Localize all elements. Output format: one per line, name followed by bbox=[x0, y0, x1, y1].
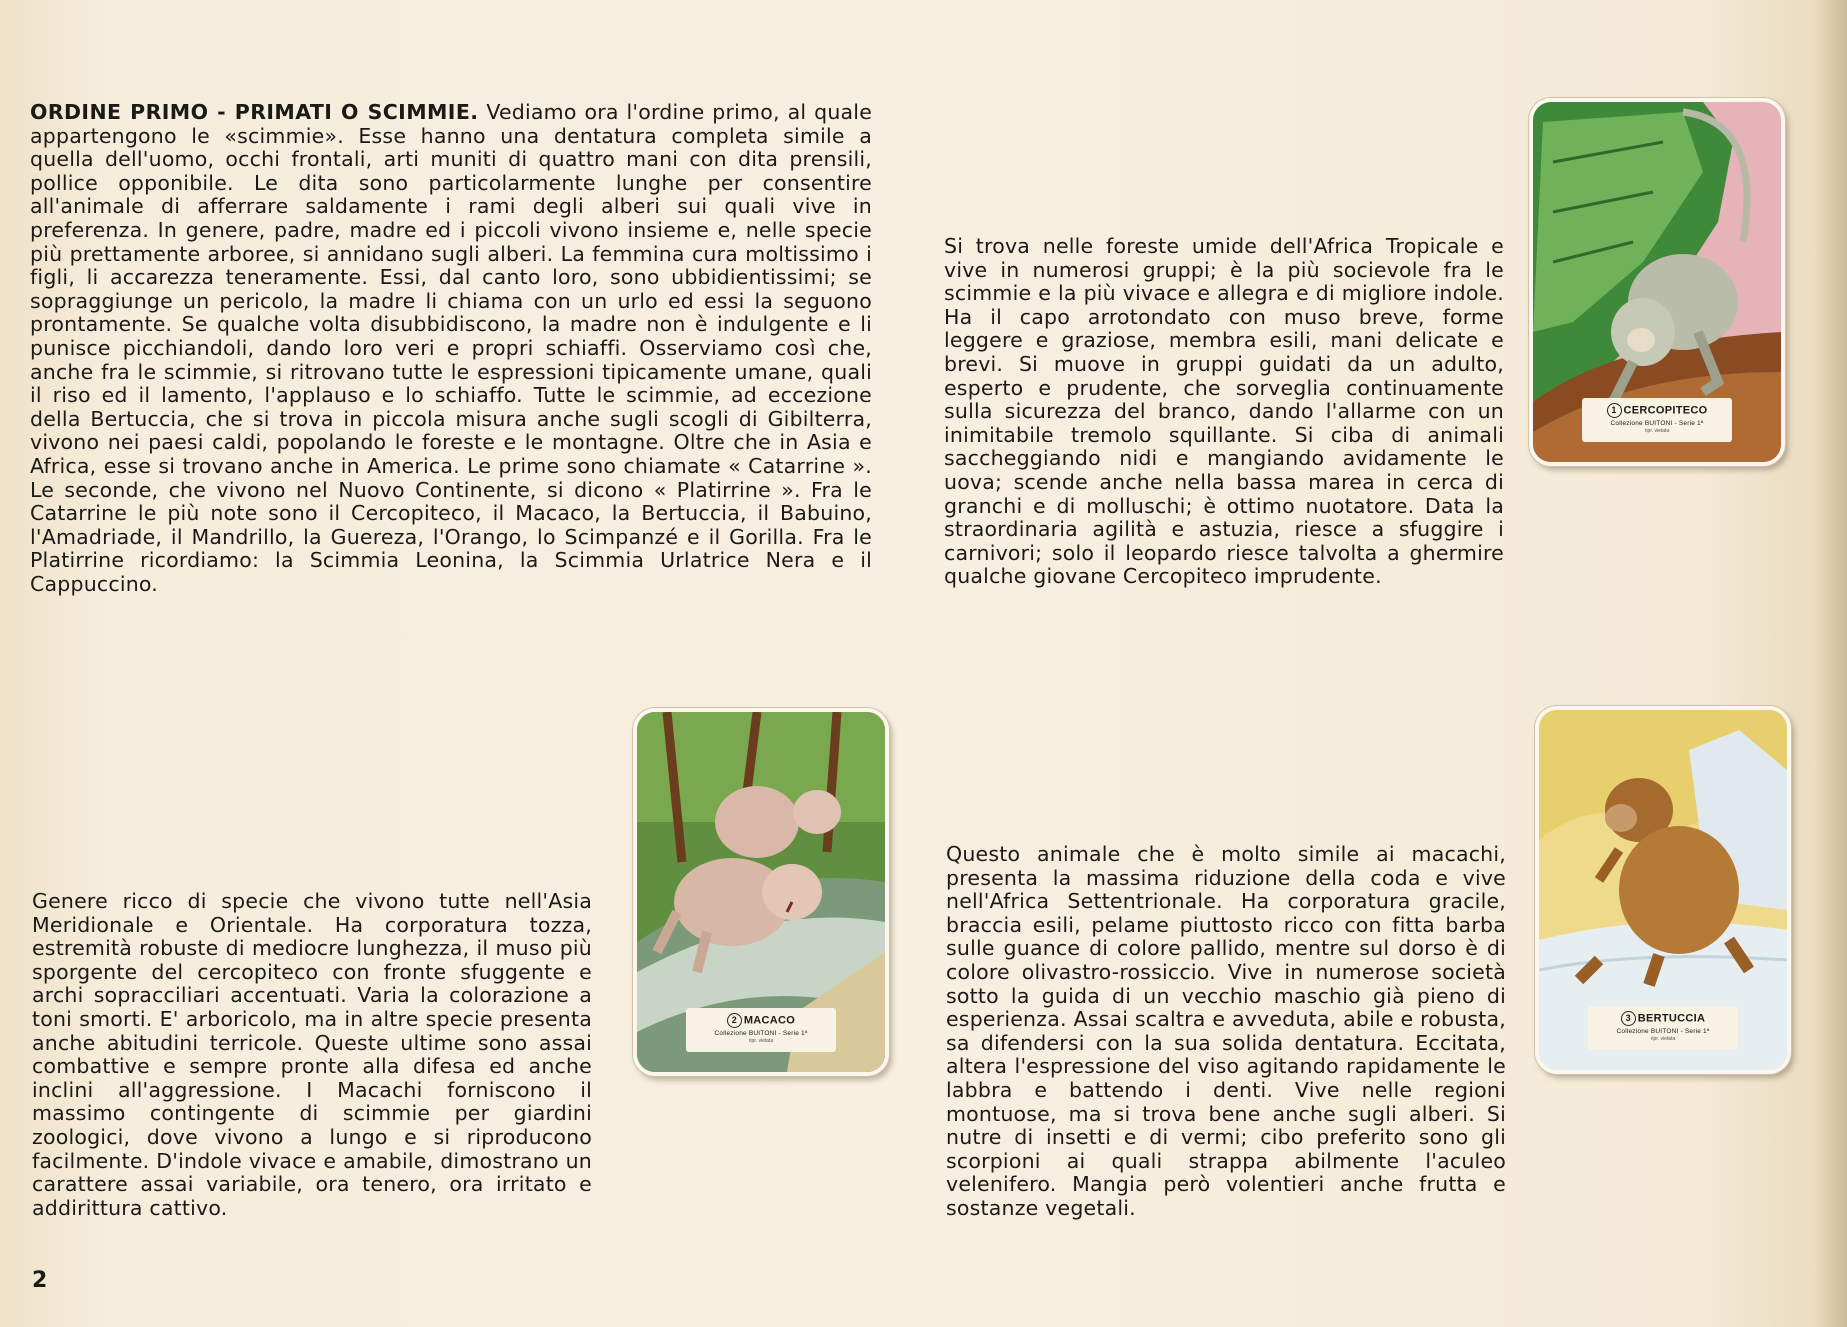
card-bertuccia bbox=[1535, 706, 1791, 1074]
cercopiteco-paragraph: Si trova nelle foreste umide dell'Africa Tropicale e vive in numerosi gruppi; è la più socievole fra le scimmie e la più vivace e allegra e di migliore indole. Ha il capo arrotondato con muso breve, forme leggere e graziose, membra esili, mani delicate e brevi. Si muove in gruppi guidati da un adulto, esperto e prudente, che sorveglia continuamente sulla sicurezza del branco, dando l'allarme con un inimitabile tremolo squillante. Si ciba di animali saccheggiando nidi e mangiando avidamente le uova; scende anche nella bassa marea in cerca di granchi e di molluschi; è ottimo nuotatore. Data la straordinaria agilità e astuzia, riesce a sfuggire i carnivori; solo il leopardo riesce talvolta a ghermire qualche giovane Cercopiteco imprudente. bbox=[944, 234, 1504, 589]
card-rights: ripr. vietata bbox=[1650, 1036, 1676, 1042]
macaco-paragraph: Genere ricco di specie che vivono tutte nell'Asia Meridionale e Orientale. Ha corporatura tozza, estremità robuste di mediocre lunghezza, il muso più sporgente del cercopiteco con fronte sfuggente e archi sopracciliari accentuati. Varia la colorazione a toni smorti. E' arboricolo, ma in altre specie presenta anche abitudini terricole. Queste ultime sono assai combattive e sempre pronte alla difesa ed anche inclini all'aggressione. I Macachi forniscono il massimo contingente di scimmie per giardini zoologici, dove vivono a lungo e si riproducono facilmente. D'indole vivace e amabile, dimostrano un carattere assai variabile, ora tenero, ora irritato e addirittura cattivo. bbox=[32, 889, 592, 1220]
section-heading: ORDINE PRIMO - PRIMATI O SCIMMIE. bbox=[30, 100, 479, 124]
card-collection: Collezione BUITONI - Serie 1ª bbox=[1616, 1028, 1710, 1035]
intro-paragraph bbox=[30, 101, 872, 596]
card-rights: ripr. vietata bbox=[1644, 428, 1670, 434]
card-label bbox=[1588, 1006, 1738, 1050]
card-number: 3 bbox=[1621, 1011, 1636, 1026]
intro-text: Vediamo ora l'ordine primo, al quale appartengono le «scimmie». Esse hanno una dentatura completa simile a quella dell'uomo, occhi frontali, arti muniti di quattro mani con dita prensili, pollice opponibile. Le dita sono particolarmente lunghe per consentire all'animale di afferrare saldamente i rami degli alberi sui quali vive in preferenza. In genere, padre, madre ed i piccoli vivono insieme e, nelle specie più prettamente arboree, si annidano sugli alberi. La femmina cura moltissimo i figli, li accarezza teneramente. Essi, dal canto loro, sono ubbidientissimi; se sopraggiunge un pericolo, la madre li chiama con un urlo ed essi la seguono prontamente. Se qualche volta disubbidiscono, la madre non è indulgente e li punisce picchiandoli, dando loro veri e propri schiaffi. Osserviamo così che, anche fra le scimmie, si ritrovano tutte le espressioni tipicamente umane, quali il riso ed il lamento, l'applauso e lo schiaffo. Tutte le scimmie, ad eccezione della Bertuccia, che si trova in piccola misura anche sugli scogli di Gibilterra, vivono nei paesi caldi, popolando le foreste e le montagne. Oltre che in Asia e Africa, esse si trovano anche in America. Le prime sono chiamate « Catarrine ». Le seconde, che vivono nel Nuovo Continente, si dicono « Platirrine ». Fra le Catarrine le più note sono il Cercopiteco, il Macaco, la Bertuccia, il Babuino, l'Amadriade, il Mandrillo, la Guereza, l'Orango, lo Scimpanzé e il Gorilla. Fra le Platirrine ricordiamo: la Scimmia Leonina, la Scimmia Urlatrice Nera e il Cappuccino. bbox=[30, 100, 873, 596]
card-number: 1 bbox=[1607, 403, 1622, 418]
bertuccia-paragraph: Questo animale che è molto simile ai macachi, presenta la massima riduzione della coda e vive nell'Africa Settentrionale. Ha corporatura gracile, braccia esili, pelame piuttosto ricco con fitta barba sulle guance di colore pallido, mentre sul dorso è di colore olivastro-rossiccio. Vive in numerose società sotto la guida di un vecchio maschio già pieno di esperienza. Assai scaltra e avveduta, abile e robusta, sa difendersi con la sua solida dentatura. Eccitata, altera l'espressione del viso agitando rapidamente le labbra e battendo i denti. Vive nelle regioni montuose, ma si trova bene anche sugli alberi. Si nutre di insetti e di vermi; cibo preferito sono gli scorpioni ai quali strappa abilmente l'aculeo velenifero. Mangia però volentieri anche frutta e sostanze vegetali. bbox=[946, 842, 1506, 1220]
card-label bbox=[686, 1008, 836, 1052]
card-macaco bbox=[633, 708, 889, 1076]
card-title: CERCOPITECO bbox=[1623, 404, 1708, 417]
page-edge-shadow bbox=[1815, 0, 1847, 1327]
card-title: BERTUCCIA bbox=[1637, 1012, 1706, 1025]
card-collection: Collezione BUITONI - Serie 1ª bbox=[714, 1030, 808, 1037]
card-number: 2 bbox=[727, 1013, 742, 1028]
card-rights: ripr. vietata bbox=[748, 1038, 774, 1044]
card-title: MACACO bbox=[743, 1014, 796, 1027]
card-collection: Collezione BUITONI - Serie 1ª bbox=[1610, 420, 1704, 427]
card-cercopiteco bbox=[1529, 98, 1785, 466]
card-label bbox=[1582, 398, 1732, 442]
page-number: 2 bbox=[32, 1268, 48, 1293]
